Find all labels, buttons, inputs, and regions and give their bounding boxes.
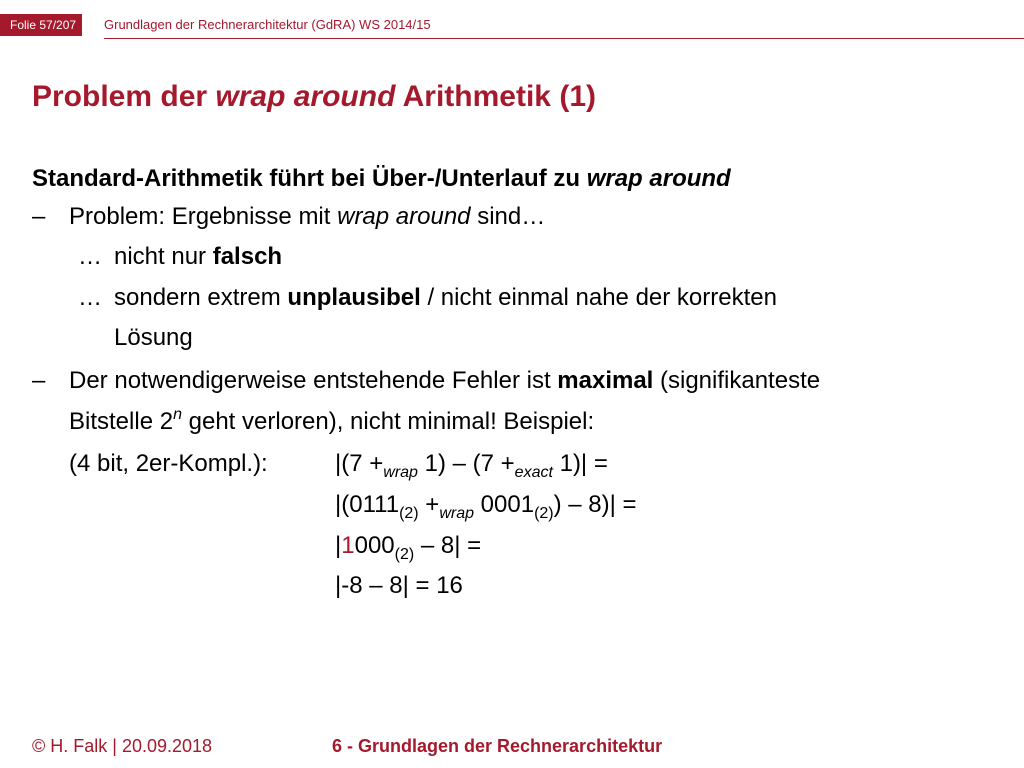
bullet-maximal-error: Der notwendigerweise entstehende Fehler ist maximal (signifikanteste: [69, 367, 821, 394]
math-line-4: |-8 – 8| = 16: [335, 572, 463, 599]
math-line-2: $|(0111_{(2)} +_{wrap}$ $0001_{(2)}) - 8)|$ =: [335, 491, 637, 522]
sub-bullet-continuation: Lösung: [114, 324, 193, 351]
top-bar: [0, 14, 1024, 38]
sub-bullet-falsch: nicht nur falsch: [114, 243, 283, 270]
overflow-bit: 1: [341, 532, 355, 559]
slide-subtitle: Standard-Arithmetik führt bei Über-/Unterlauf zu wrap around: [32, 165, 731, 192]
bullet-dash: –: [32, 203, 46, 230]
math-line-3: $|1000_{(2)} - 8|$ =: [335, 532, 482, 563]
bullet-problem: Problem: Ergebnisse mit wrap around sind…: [69, 203, 546, 230]
sub-bullet-ellipsis: …: [78, 243, 102, 270]
course-title: Grundlagen der Rechnerarchitektur (GdRA) WS 2014/15: [104, 17, 431, 32]
sub-bullet-unplausibel: sondern extrem unplausibel / nicht einmal nahe der korrekten: [114, 284, 777, 311]
math-line-1: $|(7 +_{wrap}$ $1) - (7 +_{exact}$ 1)| =: [335, 450, 608, 481]
slide-title: Problem der wrap around Arithmetik (1): [32, 80, 596, 113]
example-label: (4 bit, 2er-Kompl.):: [69, 450, 268, 477]
bullet-dash: –: [32, 367, 46, 394]
sub-bullet-ellipsis: …: [78, 284, 102, 311]
header-divider: [104, 38, 1024, 39]
bullet-maximal-error-line2: Bitstelle 2$^n$ geht verloren), nicht minimal! Beispiel:: [69, 406, 595, 435]
footer-chapter: 6 - Grundlagen der Rechnerarchitektur: [332, 736, 663, 756]
slide-number-badge: Folie 57/207: [0, 14, 82, 36]
footer-author-date: © H. Falk | 20.09.2018: [32, 736, 213, 756]
